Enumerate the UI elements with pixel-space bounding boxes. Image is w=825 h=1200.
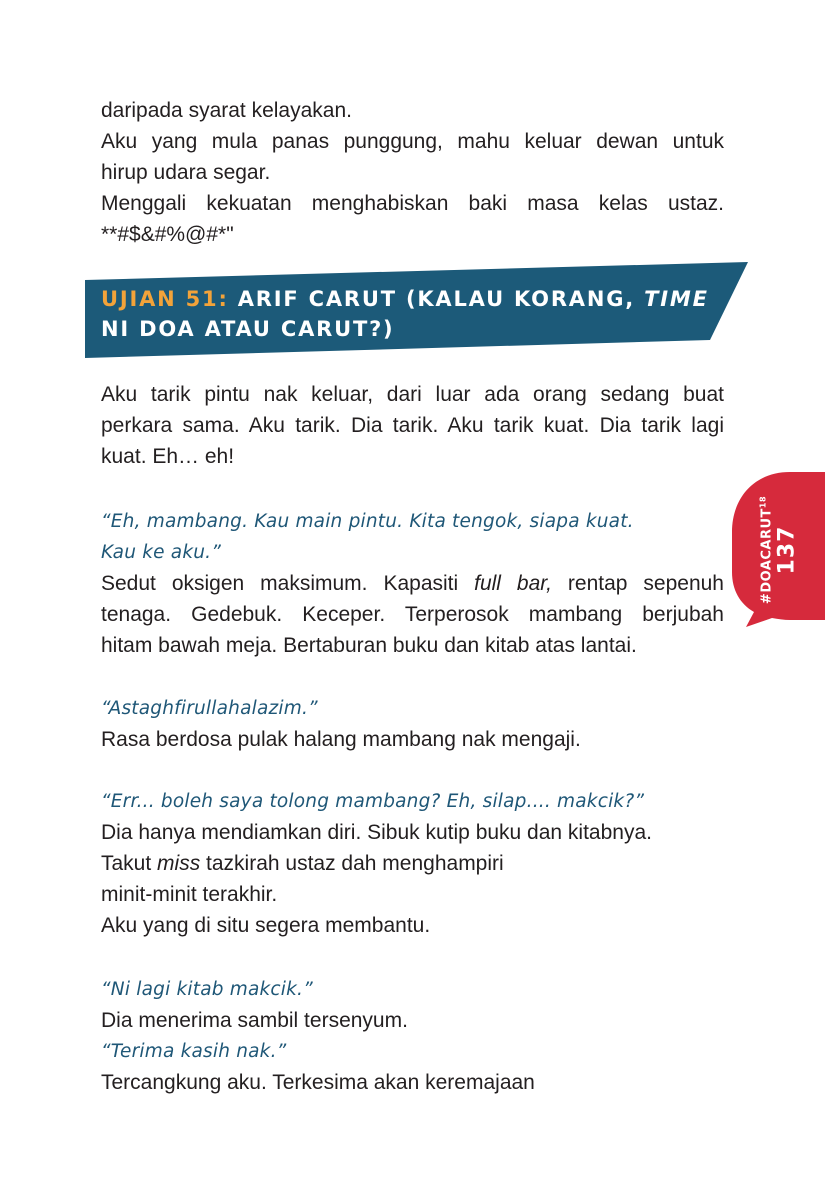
p1-line-1: Aku tarik pintu nak keluar, dari luar ada orang sedang buat [101,383,724,406]
dialogue-3: “Err... boleh saya tolong mambang? Eh, silap.... makcik?” [101,791,645,812]
p4-line-2: Takut miss tazkirah ustaz dah menghampiri [101,852,504,875]
p5-line: Dia menerima sambil tersenyum. [101,1009,408,1032]
intro-line-3: hirup udara segar. [101,161,271,184]
dialogue-block-4 [101,974,724,1098]
intro-line-1: daripada syarat kelayakan. [101,99,352,122]
intro-paragraph [101,95,724,250]
dialogue-2: “Astaghfirullahalazim.” [101,698,318,719]
p1-line-2: perkara sama. Aku tarik. Dia tarik. Aku tarik kuat. Dia tarik lagi [101,414,724,437]
dialogue-5: “Terima kasih nak.” [101,1041,287,1062]
chapter-title-part-1: ARIF CARUT (KALAU KORANG, [228,287,645,311]
dialogue-block-2 [101,693,724,755]
chapter-title [101,284,711,344]
dialogue-block-3 [101,786,724,941]
hashtag-label: #DOACARUT$^{18}$ [757,495,775,604]
dialogue-1-line-2: Kau ke aku.” [101,542,222,563]
paragraph-1 [101,379,724,472]
chapter-label: UJIAN 51: [101,287,229,311]
dialogue-4: “Ni lagi kitab makcik.” [101,979,313,1000]
chapter-title-part-2: NI DOA ATAU CARUT?) [101,317,395,341]
page-side-tab [732,472,825,627]
p4-line-3: minit-minit terakhir. [101,883,278,906]
dialogue-1-line-1: “Eh, mambang. Kau main pintu. Kita tengok, siapa kuat. [101,511,634,532]
p2-line-2: tenaga. Gedebuk. Keceper. Terperosok mambang berjubah [101,603,724,626]
side-tab-text [759,495,798,603]
chapter-header-banner [85,262,748,358]
page-number: 137 [774,525,800,574]
p2-line-1: Sedut oksigen maksimum. Kapasiti full bar, rentap sepenuh [101,572,724,595]
dialogue-block-1 [101,506,724,661]
p3-line: Rasa berdosa pulak halang mambang nak mengaji. [101,728,581,751]
p4-line-1: Dia hanya mendiamkan diri. Sibuk kutip buku dan kitabnya. [101,821,652,844]
intro-line-5: **#$&#%@#*" [101,223,234,246]
chapter-title-time: TIME [644,287,709,311]
intro-line-4: Menggali kekuatan menghabiskan baki masa kelas ustaz. [101,192,724,215]
p2-line-3: hitam bawah meja. Bertaburan buku dan kitab atas lantai. [101,634,637,657]
p4-line-4: Aku yang di situ segera membantu. [101,914,431,937]
p6-line: Tercangkung aku. Terkesima akan keremajaan [101,1071,535,1094]
intro-line-2: Aku yang mula panas punggung, mahu keluar dewan untuk [101,130,724,153]
p1-line-3: kuat. Eh… eh! [101,445,235,468]
